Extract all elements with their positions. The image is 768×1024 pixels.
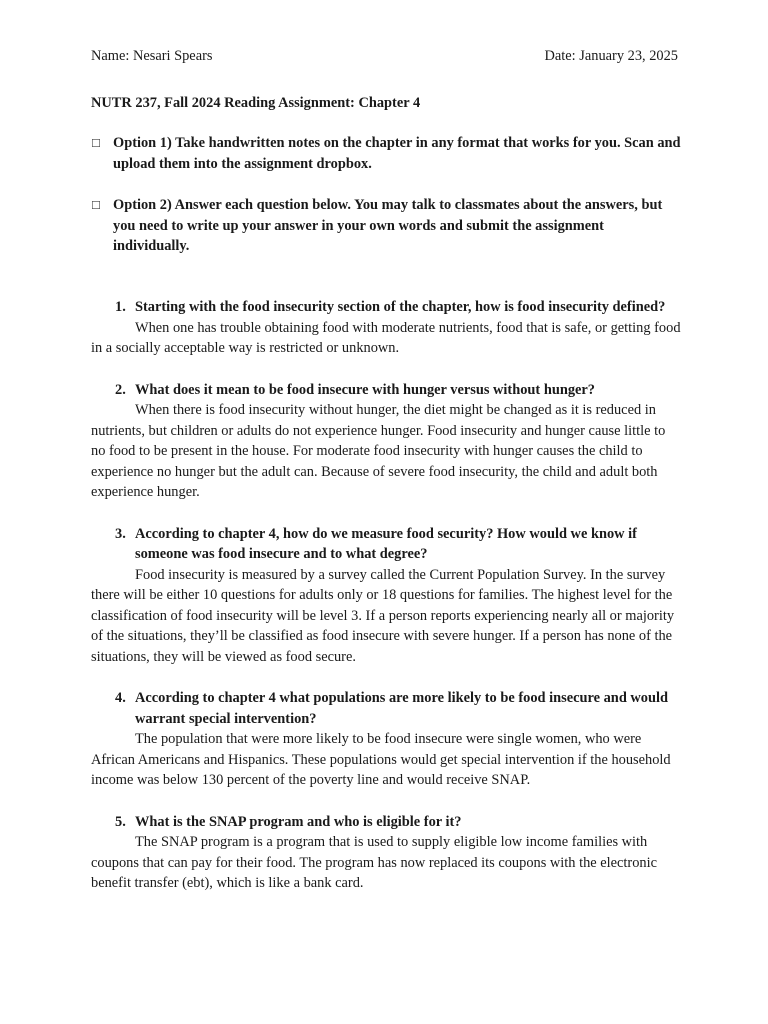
question-number: 3. bbox=[115, 525, 126, 542]
question-list bbox=[91, 297, 681, 915]
question-number: 2. bbox=[115, 381, 126, 398]
option-2-text: Option 2) Answer each question below. You may talk to classmates about the answers, but you need to write up your answer in your own words and submit the assignment individually. bbox=[113, 197, 663, 254]
option-1 bbox=[91, 133, 681, 174]
question-heading bbox=[91, 524, 681, 565]
assignment-title: NUTR 237, Fall 2024 Reading Assignment: Chapter 4 bbox=[91, 95, 421, 111]
checkbox-icon: ☐ bbox=[91, 137, 101, 150]
answer-text: The SNAP program is a program that is used to supply eligible low income families with coupons that can pay for their food. The program has now replaced its coupons with the electronic benefit transfer (ebt), which is like a bank card. bbox=[91, 834, 657, 891]
answer-text: When one has trouble obtaining food with moderate nutrients, food that is safe, or getting food in a socially acceptable way is restricted or unknown. bbox=[91, 319, 681, 356]
question-heading bbox=[91, 812, 681, 833]
question-text: Starting with the food insecurity section of the chapter, how is food insecurity defined? bbox=[135, 299, 666, 315]
question-item-5 bbox=[91, 812, 681, 894]
question-item-4 bbox=[91, 688, 681, 791]
question-text: According to chapter 4, how do we measure food security? How would we know if someone was food insecure and to what degree? bbox=[135, 525, 637, 562]
answer-text: The population that were more likely to be food insecure were single women, who were African Americans and Hispanics. These populations would get special intervention if the household income was below 130 percent of the poverty line and would receive SNAP. bbox=[91, 731, 671, 788]
document-header bbox=[91, 46, 678, 67]
question-number: 5. bbox=[115, 813, 126, 830]
question-text: What does it mean to be food insecure with hunger versus without hunger? bbox=[135, 381, 595, 398]
question-text: What is the SNAP program and who is eligible for it? bbox=[135, 813, 462, 830]
student-name: Name: Nesari Spears bbox=[91, 48, 213, 64]
option-1-text: Option 1) Take handwritten notes on the chapter in any format that works for you. Scan and upload them into the assignment dropbox. bbox=[113, 135, 681, 172]
submission-date: Date: January 23, 2025 bbox=[544, 48, 678, 64]
option-2 bbox=[91, 195, 681, 257]
question-item-2 bbox=[91, 380, 681, 503]
question-number: 1. bbox=[115, 299, 126, 315]
question-text: According to chapter 4 what populations are more likely to be food insecure and would warrant special intervention? bbox=[135, 690, 669, 727]
question-item-3 bbox=[91, 524, 681, 668]
question-item-1 bbox=[91, 297, 681, 359]
answer-text: Food insecurity is measured by a survey called the Current Population Survey. In the survey there will be either 10 questions for adults only or 18 questions for families. The highest level for the classification of food insecurity will be level 3. If a person reports experiencing nearly all or majority of the situations, they’ll be classified as food insecure with severe hunger. If a person has none of the situations, they will be viewed as food secure. bbox=[91, 566, 675, 665]
question-heading bbox=[91, 688, 681, 729]
question-heading bbox=[91, 297, 681, 318]
question-number: 4. bbox=[115, 690, 126, 706]
question-heading bbox=[91, 380, 681, 401]
checkbox-icon: ☐ bbox=[91, 199, 101, 212]
answer-text: When there is food insecurity without hunger, the diet might be changed as it is reduced in nutrients, but children or adults do not experience hunger. Food insecurity and hunger cause little to no food to be present in the house. For moderate food insecurity with hunger causes the child to experience no hunger but the adult can. Because of severe food insecurity, the child and adult both experience hunger. bbox=[91, 402, 666, 500]
